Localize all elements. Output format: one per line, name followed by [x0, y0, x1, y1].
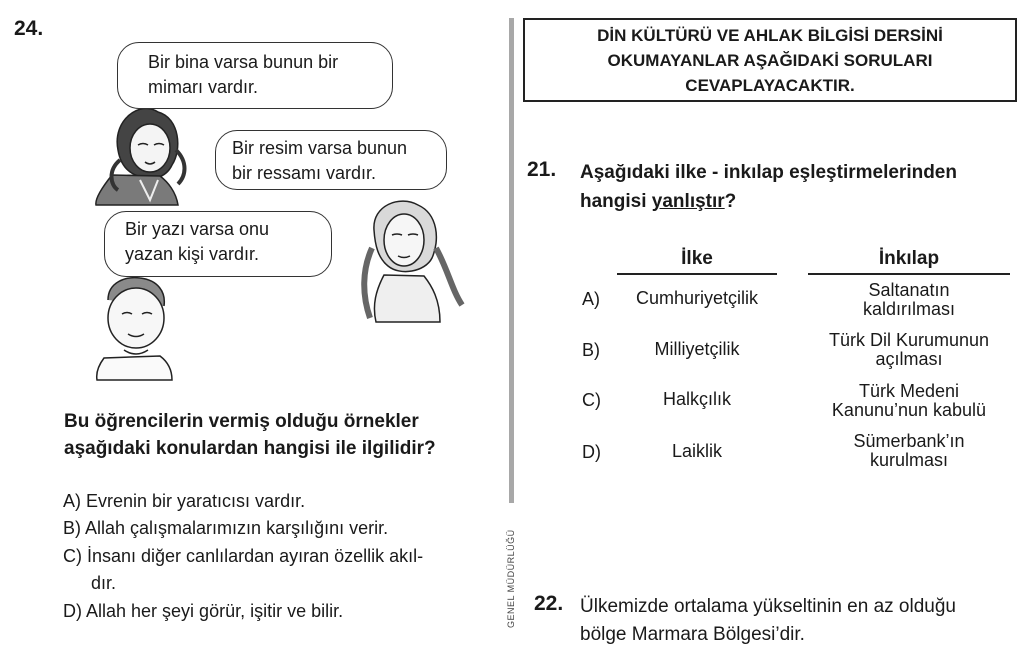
prompt-line-1: Bu öğrencilerin vermiş olduğu örnekler [64, 411, 419, 432]
speech-bubble-painting [215, 130, 447, 190]
speech-bubble-writing [104, 211, 332, 277]
row-b-reform-line1: Türk Dil Kurumunun [828, 330, 990, 350]
bubble-writing-line1: Bir yazı varsa onu [125, 219, 270, 239]
question-22-number: 22. [534, 592, 564, 615]
question-21-line2-post: ? [724, 191, 737, 212]
question-24-prompt [64, 408, 436, 462]
row-b-reform-line2: açılması [875, 349, 943, 369]
option-a[interactable]: A) Evrenin bir yaratıcısı vardır. [63, 491, 306, 511]
speech-bubble-building [117, 42, 393, 109]
notice-box [523, 18, 1017, 102]
notice-line-3: CEVAPLAYACAKTIR. [685, 76, 855, 95]
row-a-reform-line2: kaldırılması [862, 299, 956, 319]
question-21-underlined-word: yanlıştır [651, 191, 725, 212]
row-d-principle: Laiklik [671, 441, 723, 461]
row-d-reform-line1: Sümerbank’ın [853, 431, 965, 451]
row-c-reform [808, 382, 1010, 420]
table-header-reform: İnkılap [878, 248, 940, 269]
girl-dark-hair-figure [96, 108, 185, 205]
bubble-painting-line2: bir ressamı vardır. [232, 163, 377, 183]
question-21-number: 21. [527, 158, 557, 181]
row-b-letter[interactable]: B) [582, 340, 600, 360]
header-rule-reform [808, 273, 1010, 275]
question-21-line2-pre: hangisi [580, 191, 652, 212]
bubble-building-line1: Bir bina varsa bunun bir [148, 52, 339, 72]
row-a-letter[interactable]: A) [582, 289, 600, 309]
row-d-reform-line2: kurulması [869, 450, 949, 470]
row-c-letter[interactable]: C) [582, 390, 601, 410]
question-24-number: 24. [14, 17, 44, 40]
girl-braids-figure [364, 201, 462, 322]
bubble-writing-line2: yazan kişi vardır. [125, 244, 260, 264]
notice-line-2: OKUMAYANLAR AŞAĞIDAKİ SORULARI [607, 51, 933, 70]
row-c-reform-line1: Türk Medeni [858, 381, 960, 401]
row-b-reform [808, 331, 1010, 369]
question-22-line1: Ülkemizde ortalama yükseltinin en az olduğu [580, 596, 956, 617]
option-b[interactable]: B) Allah çalışmalarımızın karşılığını verir. [63, 518, 389, 538]
bubble-building-line2: mimarı vardır. [148, 77, 259, 97]
question-22-line2: bölge Marmara Bölgesi’dir. [580, 624, 805, 645]
row-c-principle: Halkçılık [662, 389, 731, 409]
row-a-reform-line1: Saltanatın [868, 280, 950, 300]
option-c[interactable]: C) İnsanı diğer canlılardan ayıran özellik akıl- [63, 546, 424, 566]
column-divider [509, 18, 514, 503]
row-b-principle: Milliyetçilik [654, 339, 740, 359]
option-c-continuation: dır. [91, 573, 117, 593]
question-21-text [580, 158, 957, 216]
bubble-painting-line1: Bir resim varsa bunun [232, 138, 408, 158]
table-header-principle: İlke [681, 248, 713, 269]
row-a-principle: Cumhuriyetçilik [635, 288, 759, 308]
prompt-line-2: aşağıdaki konulardan hangisi ile ilgilidir? [64, 438, 436, 459]
side-label: GENEL MÜDÜRLÜĞÜ [506, 529, 516, 628]
option-d[interactable]: D) Allah her şeyi görür, işitir ve bilir. [63, 601, 344, 621]
row-d-reform [808, 432, 1010, 470]
notice-line-1: DİN KÜLTÜRÜ VE AHLAK BİLGİSİ DERSİNİ [597, 26, 943, 45]
row-c-reform-line2: Kanunu’nun kabulü [831, 400, 987, 420]
boy-figure [97, 278, 172, 380]
question-21-line1: Aşağıdaki ilke - inkılap eşleştirmelerinden [580, 162, 957, 183]
row-d-letter[interactable]: D) [582, 442, 601, 462]
question-22-text [580, 593, 956, 649]
row-a-reform [808, 281, 1010, 319]
header-rule-principle [617, 273, 777, 275]
